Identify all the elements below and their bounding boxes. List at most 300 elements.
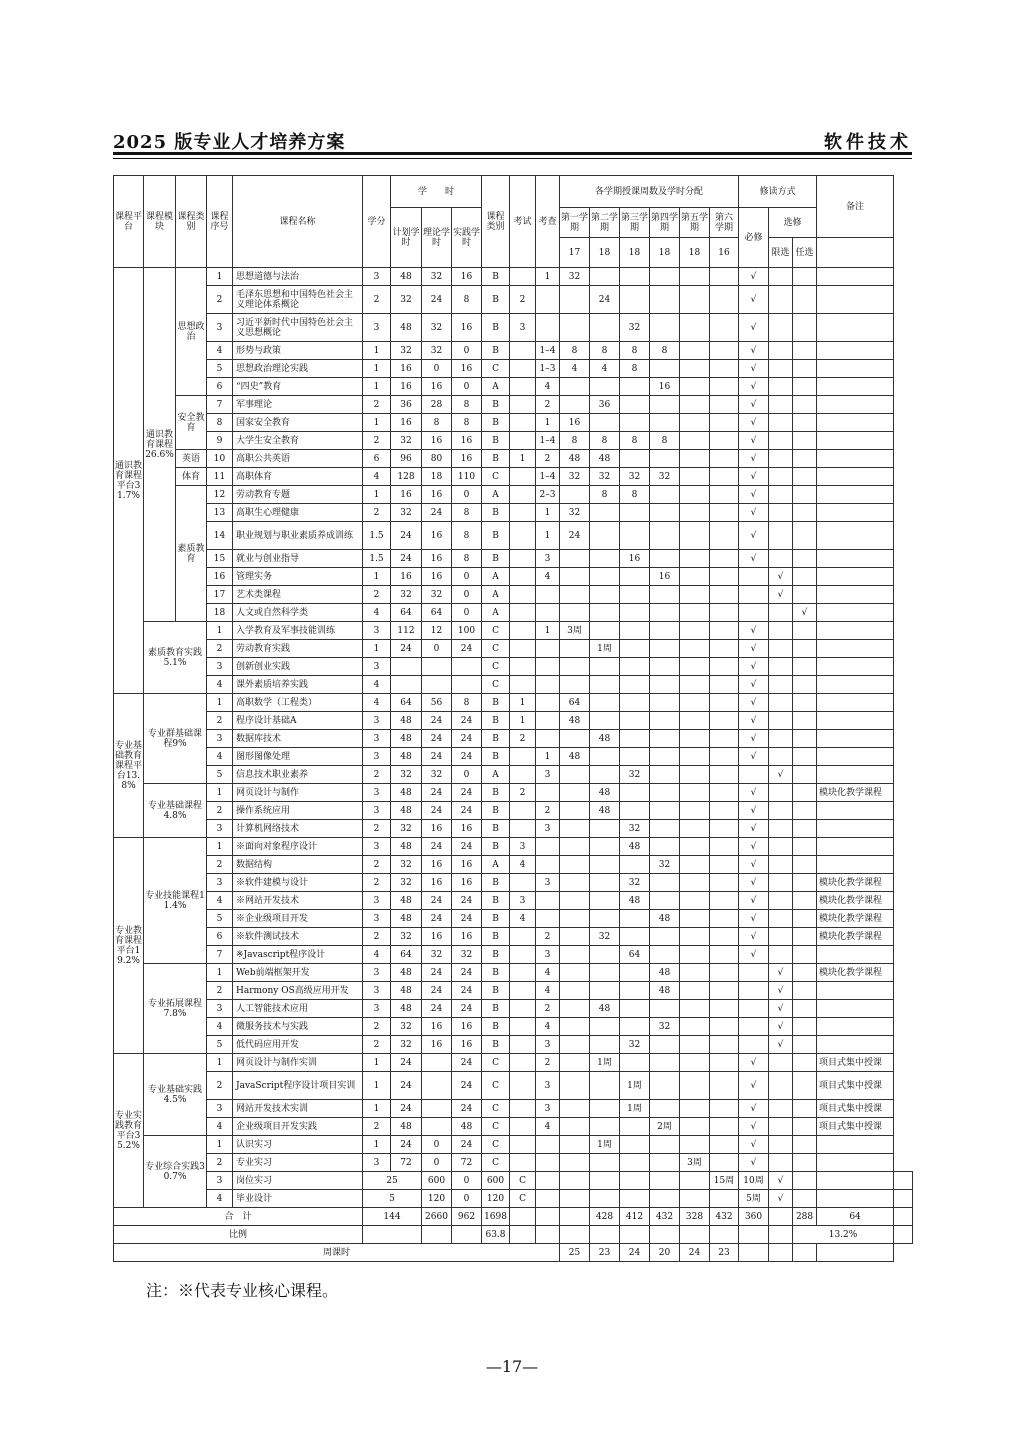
exam-term [510, 676, 536, 694]
required-mark [739, 1018, 769, 1036]
theory-hours: 28 [422, 396, 452, 414]
theory-hours: 32 [422, 314, 452, 342]
check-term [536, 694, 560, 712]
course-name: 程序设计基础A [233, 712, 363, 730]
course-name: 网页设计与制作 [233, 784, 363, 802]
optional-mark [793, 1136, 817, 1154]
limited-mark: √ [769, 964, 793, 982]
check-term: 3 [536, 1100, 560, 1118]
empty-cell [560, 1208, 590, 1226]
remark-cell [817, 802, 894, 820]
optional-mark [793, 640, 817, 658]
course-seq: 18 [207, 604, 233, 622]
course-type: B [482, 784, 510, 802]
course-type: B [482, 504, 510, 522]
optional-mark [793, 622, 817, 640]
course-credit: 2 [363, 766, 391, 784]
remark-cell: 项目式集中授课 [817, 1072, 894, 1100]
sem2-value: 48 [590, 730, 620, 748]
sem1-value [560, 874, 590, 892]
table-row [114, 286, 913, 314]
total-sem: 432 [710, 1208, 739, 1226]
required-mark: √ [739, 856, 769, 874]
remark-cell [817, 712, 894, 730]
course-seq: 16 [207, 568, 233, 586]
course-credit: 1 [363, 360, 391, 378]
sem6-value [710, 658, 739, 676]
theory-hours: 24 [422, 504, 452, 522]
course-name: 国家安全教育 [233, 414, 363, 432]
course-type: A [482, 856, 510, 874]
course-credit: 1 [363, 342, 391, 360]
sem2-value: 4 [590, 360, 620, 378]
course-seq: 2 [207, 712, 233, 730]
limited-mark [769, 286, 793, 314]
sem6-value [710, 982, 739, 1000]
sem4-value [650, 1100, 680, 1118]
remark-cell [817, 1018, 894, 1036]
sem6-value [710, 1136, 739, 1154]
sem4-value: 32 [650, 856, 680, 874]
sem4-value: 8 [650, 342, 680, 360]
sem5-value [680, 820, 710, 838]
practice-hours: 24 [452, 964, 482, 982]
course-seq: 7 [207, 946, 233, 964]
course-credit: 1 [363, 1136, 391, 1154]
optional-mark [793, 658, 817, 676]
practice-hours: 24 [452, 748, 482, 766]
course-type: C [482, 1118, 510, 1136]
exam-term [510, 604, 536, 622]
sem5-value [680, 802, 710, 820]
course-type: B [482, 820, 510, 838]
sem4-value [650, 1072, 680, 1100]
check-term [536, 838, 560, 856]
sem1-value [560, 486, 590, 504]
sem1-value: 24 [560, 522, 590, 550]
sem3-value [620, 658, 650, 676]
head-dist: 各学期授课周数及学时分配 [560, 176, 739, 208]
required-mark: √ [739, 450, 769, 468]
exam-term [510, 964, 536, 982]
head-weeks: 18 [620, 238, 650, 268]
sem3-value [620, 802, 650, 820]
table-row [114, 676, 913, 694]
check-term: 3 [536, 550, 560, 568]
course-type: C [482, 468, 510, 486]
plan-hours: 48 [391, 268, 422, 286]
required-mark: √ [739, 314, 769, 342]
theory-hours: 16 [422, 1036, 452, 1054]
remark-cell: 模块化教学课程 [817, 874, 894, 892]
exam-term [510, 432, 536, 450]
required-mark: √ [739, 712, 769, 730]
check-term: 4 [536, 378, 560, 396]
sem3-value [620, 982, 650, 1000]
remark-cell: 模块化教学课程 [817, 892, 894, 910]
course-seq: 4 [207, 892, 233, 910]
practice-hours: 48 [452, 1118, 482, 1136]
sem1-value [560, 658, 590, 676]
course-seq: 4 [207, 748, 233, 766]
head-theory: 理论学时 [422, 208, 452, 268]
sem3-value [620, 730, 650, 748]
practice-hours: 8 [452, 414, 482, 432]
course-name: 形势与政策 [233, 342, 363, 360]
theory-hours: 24 [422, 730, 452, 748]
plan-hours: 64 [391, 694, 422, 712]
sem2-value [590, 694, 620, 712]
header-rule [113, 152, 912, 155]
platform-cell: 专业教育课程平台19.2% [114, 838, 144, 1054]
course-name: 高职公共英语 [233, 450, 363, 468]
plan-hours: 64 [391, 946, 422, 964]
limited-mark: √ [769, 1018, 793, 1036]
limited-mark [769, 486, 793, 504]
practice-hours: 16 [452, 1018, 482, 1036]
module-cell: 专业拓展课程7.8% [144, 964, 207, 1054]
course-seq: 4 [207, 1190, 233, 1208]
sem2-value [590, 414, 620, 432]
check-term: 1 [536, 622, 560, 640]
sem6-value [710, 694, 739, 712]
category-cell: 安全教育 [176, 396, 207, 450]
check-term: 1–3 [536, 360, 560, 378]
course-name: 劳动教育实践 [233, 640, 363, 658]
remark-cell [817, 268, 894, 286]
check-term: 3 [536, 946, 560, 964]
sem2-value [590, 1118, 620, 1136]
weekly-sem: 24 [620, 1244, 650, 1262]
theory-hours [422, 658, 452, 676]
sem5-value [680, 450, 710, 468]
head-module: 课程模块 [144, 176, 176, 268]
sem4-value [650, 268, 680, 286]
sem4-value [650, 766, 680, 784]
empty-cell [510, 1208, 536, 1226]
sem5-value [680, 946, 710, 964]
check-term: 2–3 [536, 486, 560, 504]
practice-hours [452, 658, 482, 676]
empty-cell [769, 1244, 793, 1262]
practice-hours: 16 [452, 314, 482, 342]
course-type: A [482, 766, 510, 784]
theory-hours: 16 [422, 1018, 452, 1036]
course-name: 网页设计与制作实训 [233, 1054, 363, 1072]
sem2-value [590, 378, 620, 396]
head-optional: 任选 [793, 238, 817, 268]
optional-mark [793, 820, 817, 838]
plan-hours: 32 [391, 586, 422, 604]
optional-mark [793, 838, 817, 856]
course-credit: 1.5 [363, 522, 391, 550]
empty-cell [894, 1226, 913, 1244]
sem4-value: 16 [650, 568, 680, 586]
remark-cell [817, 658, 894, 676]
sem6-value [710, 550, 739, 568]
course-type: B [482, 1018, 510, 1036]
practice-hours: 110 [452, 468, 482, 486]
empty-cell [536, 1208, 560, 1226]
exam-term [510, 820, 536, 838]
course-name: 微服务技术与实践 [233, 1018, 363, 1036]
course-seq: 3 [207, 1000, 233, 1018]
sem-value [620, 1190, 650, 1208]
required-mark: √ [739, 486, 769, 504]
total-optional: 64 [817, 1208, 894, 1226]
sem5-value: 15周 [710, 1172, 739, 1190]
sem4-value [650, 820, 680, 838]
sem6-value [710, 748, 739, 766]
table-row [114, 314, 913, 342]
limited-mark: √ [769, 586, 793, 604]
course-credit: 6 [363, 450, 391, 468]
limited-mark [793, 1172, 817, 1190]
plan-hours: 32 [391, 766, 422, 784]
theory-hours: 0 [452, 1172, 482, 1190]
plan-hours: 32 [391, 1036, 422, 1054]
course-type: C [510, 1190, 536, 1208]
theory-hours: 0 [422, 640, 452, 658]
sem4-value [650, 360, 680, 378]
platform-cell: 通识教育课程平台31.7% [114, 268, 144, 694]
theory-hours: 16 [422, 568, 452, 586]
check-term: 3 [536, 820, 560, 838]
table-row [114, 1172, 913, 1190]
practice-hours: 0 [452, 568, 482, 586]
practice-hours: 16 [452, 874, 482, 892]
limited-mark: √ [769, 1036, 793, 1054]
course-seq: 7 [207, 396, 233, 414]
practice-hours: 16 [452, 856, 482, 874]
course-type: C [482, 640, 510, 658]
course-type: B [482, 314, 510, 342]
theory-hours: 32 [422, 766, 452, 784]
check-term: 1 [536, 504, 560, 522]
sem5-value [680, 1036, 710, 1054]
head-name: 课程名称 [233, 176, 363, 268]
plan-hours: 16 [391, 568, 422, 586]
sem5-value [710, 1190, 739, 1208]
sem6-value [710, 268, 739, 286]
remark-cell [817, 838, 894, 856]
optional-mark [793, 314, 817, 342]
exam-term: 3 [510, 314, 536, 342]
optional-mark [793, 964, 817, 982]
optional-mark [793, 504, 817, 522]
sem2-value: 48 [590, 802, 620, 820]
course-credit: 3 [363, 910, 391, 928]
table-row [114, 622, 913, 640]
limited-mark [769, 450, 793, 468]
sem1-value [560, 568, 590, 586]
course-credit: 3 [363, 838, 391, 856]
course-name: ※Javascript程序设计 [233, 946, 363, 964]
limited-mark [769, 432, 793, 450]
course-credit: 2 [363, 928, 391, 946]
course-name: 低代码应用开发 [233, 1036, 363, 1054]
sem3-value [620, 856, 650, 874]
empty-cell [560, 1226, 590, 1244]
practice-hours: 16 [452, 268, 482, 286]
practice-hours: 8 [452, 522, 482, 550]
theory-hours [422, 1100, 452, 1118]
sem3-value [620, 964, 650, 982]
exam-term: 2 [510, 286, 536, 314]
course-seq: 5 [207, 766, 233, 784]
total-sem: 412 [620, 1208, 650, 1226]
sem1-value [560, 946, 590, 964]
head-weeks: 17 [560, 238, 590, 268]
limited-mark [769, 730, 793, 748]
sem5-value [680, 414, 710, 432]
table-row [114, 1000, 913, 1018]
course-name: JavaScript程序设计项目实训 [233, 1072, 363, 1100]
check-term [536, 712, 560, 730]
remark-cell [817, 314, 894, 342]
required-mark: √ [739, 928, 769, 946]
table-row [114, 820, 913, 838]
sem1-value: 48 [560, 450, 590, 468]
plan-hours: 48 [391, 712, 422, 730]
course-credit: 1.5 [363, 550, 391, 568]
practice-hours: 24 [452, 838, 482, 856]
sem1-value: 8 [560, 432, 590, 450]
exam-term: 1 [510, 450, 536, 468]
course-seq: 1 [207, 1054, 233, 1072]
empty-cell [739, 1244, 769, 1262]
course-name: 图形图像处理 [233, 748, 363, 766]
course-credit: 1 [363, 1072, 391, 1100]
sem2-value [590, 1018, 620, 1036]
sem6-value [710, 676, 739, 694]
optional-mark: √ [793, 604, 817, 622]
plan-hours: 32 [391, 432, 422, 450]
sem4-value [650, 694, 680, 712]
course-type: C [482, 360, 510, 378]
sem2-value: 48 [590, 450, 620, 468]
course-type: B [482, 432, 510, 450]
theory-hours: 24 [422, 784, 452, 802]
sem5-value [680, 314, 710, 342]
empty-cell [650, 1226, 680, 1244]
sem3-value [620, 1000, 650, 1018]
sem6-value [710, 784, 739, 802]
sem3-value [620, 1136, 650, 1154]
sem1-value [560, 550, 590, 568]
sem4-value [650, 450, 680, 468]
optional-mark [793, 1154, 817, 1172]
sem5-value [680, 468, 710, 486]
required-mark: √ [769, 1172, 793, 1190]
check-term [536, 658, 560, 676]
plan-hours: 24 [391, 640, 422, 658]
remark-cell [817, 694, 894, 712]
course-credit: 2 [363, 1036, 391, 1054]
plan-hours: 32 [391, 504, 422, 522]
sem3-value: 48 [620, 838, 650, 856]
total-practice: 1698 [482, 1208, 510, 1226]
head-practice: 实践学时 [452, 208, 482, 268]
required-mark [739, 604, 769, 622]
check-term: 3 [536, 874, 560, 892]
required-mark: √ [739, 874, 769, 892]
sem6-value [710, 1018, 739, 1036]
sem5-value: 3周 [680, 1154, 710, 1172]
course-seq: 2 [207, 982, 233, 1000]
remark-cell: 模块化教学课程 [817, 928, 894, 946]
course-type: A [482, 568, 510, 586]
sem4-value: 32 [650, 468, 680, 486]
sem3-value [620, 910, 650, 928]
sem3-value [620, 378, 650, 396]
course-seq: 1 [207, 622, 233, 640]
course-seq: 3 [207, 1172, 233, 1190]
sem6-value: 10周 [739, 1172, 769, 1190]
required-mark: √ [739, 360, 769, 378]
course-type: C [482, 1154, 510, 1172]
required-mark: √ [739, 1054, 769, 1072]
sem3-value [620, 640, 650, 658]
sem5-value [680, 432, 710, 450]
limited-mark [769, 1154, 793, 1172]
course-name: 计算机网络技术 [233, 820, 363, 838]
course-credit: 1 [363, 414, 391, 432]
sem4-value [650, 414, 680, 432]
sem1-value [560, 1036, 590, 1054]
head-mode: 修读方式 [739, 176, 817, 208]
theory-hours: 16 [422, 486, 452, 504]
check-term: 1–4 [536, 342, 560, 360]
sem4-value [650, 1136, 680, 1154]
sem4-value: 16 [650, 378, 680, 396]
sem3-value [620, 504, 650, 522]
sem2-value [590, 910, 620, 928]
plan-hours: 112 [391, 622, 422, 640]
course-name: 企业级项目开发实践 [233, 1118, 363, 1136]
sem2-value: 8 [590, 486, 620, 504]
course-credit: 3 [363, 1000, 391, 1018]
course-credit: 3 [363, 892, 391, 910]
sem3-value [620, 1018, 650, 1036]
plan-hours: 120 [422, 1190, 452, 1208]
table-row [114, 504, 913, 522]
sem4-value [650, 640, 680, 658]
course-type: B [482, 910, 510, 928]
course-name: ※面向对象程序设计 [233, 838, 363, 856]
course-credit: 3 [363, 314, 391, 342]
course-type: C [482, 676, 510, 694]
head-weeks: 18 [590, 238, 620, 268]
remark-cell: 项目式集中授课 [817, 1054, 894, 1072]
ratio-label: 比例 [114, 1226, 363, 1244]
sem1-value [560, 1054, 590, 1072]
course-type: C [482, 1072, 510, 1100]
sem5-value [680, 1018, 710, 1036]
plan-hours: 32 [391, 1018, 422, 1036]
course-name: 高职数学（工程类） [233, 694, 363, 712]
practice-hours: 24 [452, 982, 482, 1000]
course-credit: 1 [363, 1054, 391, 1072]
plan-hours: 32 [391, 286, 422, 314]
sem2-value [590, 874, 620, 892]
module-cell: 素质教育实践5.1% [144, 622, 207, 694]
check-term [560, 1190, 590, 1208]
sem6-value [710, 874, 739, 892]
course-seq: 3 [207, 730, 233, 748]
remark-cell [817, 820, 894, 838]
course-credit: 3 [363, 658, 391, 676]
